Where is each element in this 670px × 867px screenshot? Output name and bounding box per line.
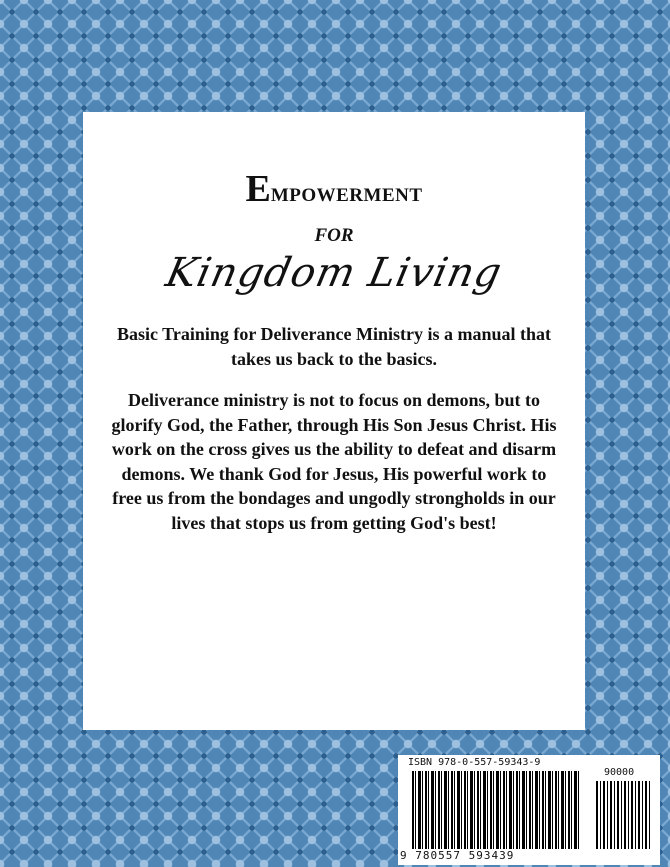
title-initial: E [245, 168, 271, 210]
isbn-label: ISBN 978-0-557-59343-9 [408, 757, 541, 768]
isbn-barcode [398, 755, 660, 865]
script-subtitle: Kingdom Living [161, 250, 507, 296]
book-title [83, 170, 585, 208]
price-code: 90000 [604, 767, 635, 778]
barcode-addon-bars [596, 781, 650, 849]
description-paragraph-1: Basic Training for Deliverance Ministry is a manual that takes us back to the basics. [117, 324, 551, 369]
barcode-bars [412, 771, 580, 849]
title-rest: MPOWERMENT [270, 185, 423, 206]
cover-text-panel [83, 112, 585, 730]
description-paragraph-2: Deliverance ministry is not to focus on demons, but to glorify God, the Father, through His Son Jesus Christ. His work on the cross gives us the ability to defeat and disarm demons. We thank God for Jesus, His powerful work to free us from the bondages and ungodly strongholds in our lives that stops us from getting God's best! [111, 390, 557, 533]
barcode-digits: 9 780557 593439 [400, 849, 515, 862]
title-connector: FOR [314, 225, 354, 246]
